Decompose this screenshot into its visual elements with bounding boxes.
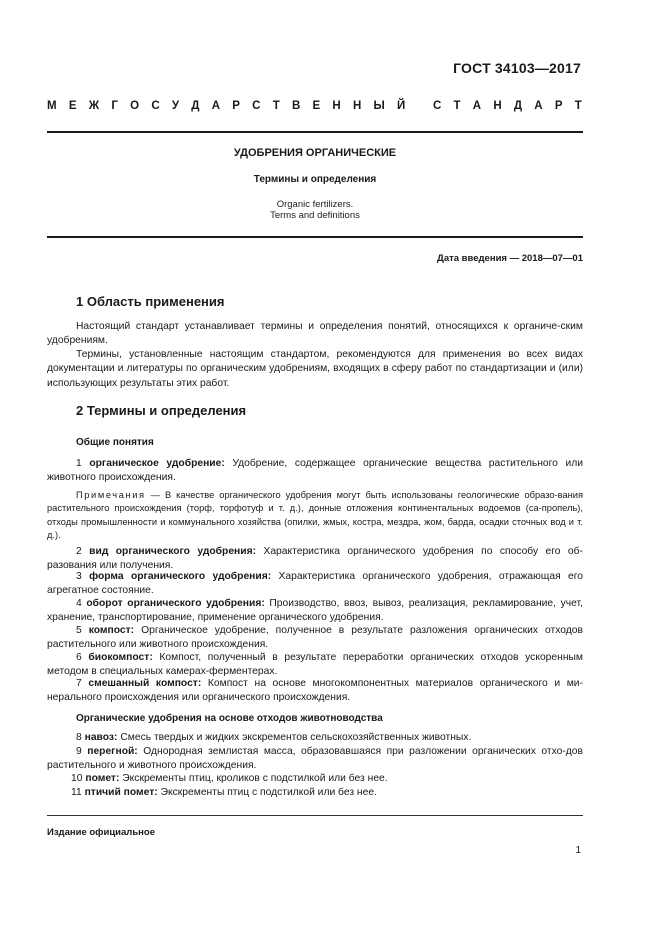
banner-letter: Т bbox=[574, 100, 582, 112]
banner-letter: А bbox=[534, 100, 543, 112]
banner-letter: Д bbox=[191, 100, 200, 112]
term-1-note: Примечания — В качестве органического удобрения могут быть использованы геологические образо-вания растительного происхождения (торф, торфотуф и т. д.), донные отложения континентальных водоемов (са-пропель), отходы промышленности и коммунального хозяйства (опилки, жмых, костра, мездра, жом, барда, осадки сточных вод и т. д.). bbox=[47, 490, 583, 541]
term-7: 7 смешанный компост: Компост на основе многокомпонентных материалов органического и ми-нерального происхождения или органического происхождения. bbox=[47, 678, 583, 704]
banner-letter bbox=[418, 100, 421, 112]
banner-letter: Г bbox=[111, 100, 118, 112]
banner-letter: Ж bbox=[88, 100, 100, 112]
banner-letter: Е bbox=[312, 100, 321, 112]
header-rule bbox=[47, 131, 583, 133]
page-number: 1 bbox=[575, 845, 581, 856]
section-2-heading: 2 Термины и определения bbox=[76, 403, 247, 418]
term-4: 4 оборот органического удобрения: Производство, ввоз, вывоз, реализация, рекламирование, учет, хранение, транспортирование, применение органического удобрения. bbox=[47, 598, 583, 624]
term-2: 2 вид органического удобрения: Характеристика органического удобрения по способу его об-разования или получения. bbox=[47, 546, 583, 572]
section-1-paragraph-2: Термины, установленные настоящим стандартом, рекомендуются для применения во всех видах документации и литературы по органическим удобрениям, входящих в сферу работ по стандартизации и (или) использующих результаты этих работ. bbox=[47, 349, 583, 389]
banner-letter: Р bbox=[232, 100, 240, 112]
term-10: 10 помет: Экскременты птиц, кроликов с подстилкой или без нее. bbox=[71, 773, 388, 784]
introduction-date: Дата введения — 2018—07—01 bbox=[437, 253, 583, 264]
footer-rule bbox=[47, 815, 583, 816]
official-edition-label: Издание официальное bbox=[47, 827, 155, 838]
banner-letter: Н bbox=[332, 100, 341, 112]
banner-letter: В bbox=[291, 100, 301, 112]
term-6: 6 биокомпост: Компост, полученный в результате переработки органических отходов ускоренным методом в специальных камерах-ферментерах. bbox=[47, 652, 583, 678]
document-code: ГОСТ 34103—2017 bbox=[453, 60, 581, 76]
banner-letter: С bbox=[252, 100, 261, 112]
banner-letter: М bbox=[47, 100, 57, 112]
document-subtitle: Термины и определения bbox=[253, 174, 377, 185]
section-1-heading: 1 Область применения bbox=[76, 294, 225, 309]
banner-letter: Р bbox=[554, 100, 563, 112]
banner-letter: С bbox=[432, 100, 442, 112]
subheading-general-concepts: Общие понятия bbox=[76, 437, 154, 448]
banner-letter: Д bbox=[513, 100, 523, 112]
title-rule bbox=[47, 236, 583, 238]
term-5: 5 компост: Органическое удобрение, полученное в результате разложения органических отходов растительного или животного происхождения. bbox=[47, 625, 583, 651]
banner-letter: Н bbox=[352, 100, 362, 112]
banner-letter: А bbox=[211, 100, 221, 112]
banner-letter: Н bbox=[493, 100, 502, 112]
banner-letter: Т bbox=[453, 100, 461, 112]
term-3: 3 форма органического удобрения: Характеристика органического удобрения, отражающая его агрегатное состояние. bbox=[47, 571, 583, 597]
banner-letter: Е bbox=[68, 100, 77, 112]
banner-letter: Й bbox=[397, 100, 406, 112]
term-11: 11 птичий помет: Экскременты птиц с подстилкой или без нее. bbox=[71, 787, 377, 798]
document-title: УДОБРЕНИЯ ОРГАНИЧЕСКИЕ bbox=[233, 147, 397, 159]
english-title-line2: Terms and definitions bbox=[270, 210, 360, 221]
banner-letter: А bbox=[472, 100, 482, 112]
term-8: 8 навоз: Смесь твердых и жидких экскрементов сельскохозяйственных животных. bbox=[76, 732, 472, 743]
banner-letter: У bbox=[171, 100, 180, 112]
banner-letter: Ы bbox=[373, 100, 385, 112]
banner-letter: С bbox=[151, 100, 160, 112]
banner-letter: Т bbox=[272, 100, 280, 112]
section-1-paragraph-1: Настоящий стандарт устанавливает термины и определения понятий, относящихся к органиче-ским удобрениям. bbox=[47, 321, 583, 347]
term-1: 1 органическое удобрение: Удобрение, содержащее органические вещества растительного или животного происхождения. bbox=[47, 458, 583, 484]
term-9: 9 перегной: Однородная землистая масса, образовавшаяся при разложении органических отхо-дов растительного и животного происхождения. bbox=[47, 746, 583, 772]
banner-letter: О bbox=[130, 100, 140, 112]
interstate-standard-banner bbox=[47, 100, 582, 112]
subheading-livestock-waste: Органические удобрения на основе отходов животноводства bbox=[76, 713, 383, 724]
english-title-line1: Organic fertilizers. bbox=[276, 199, 354, 210]
